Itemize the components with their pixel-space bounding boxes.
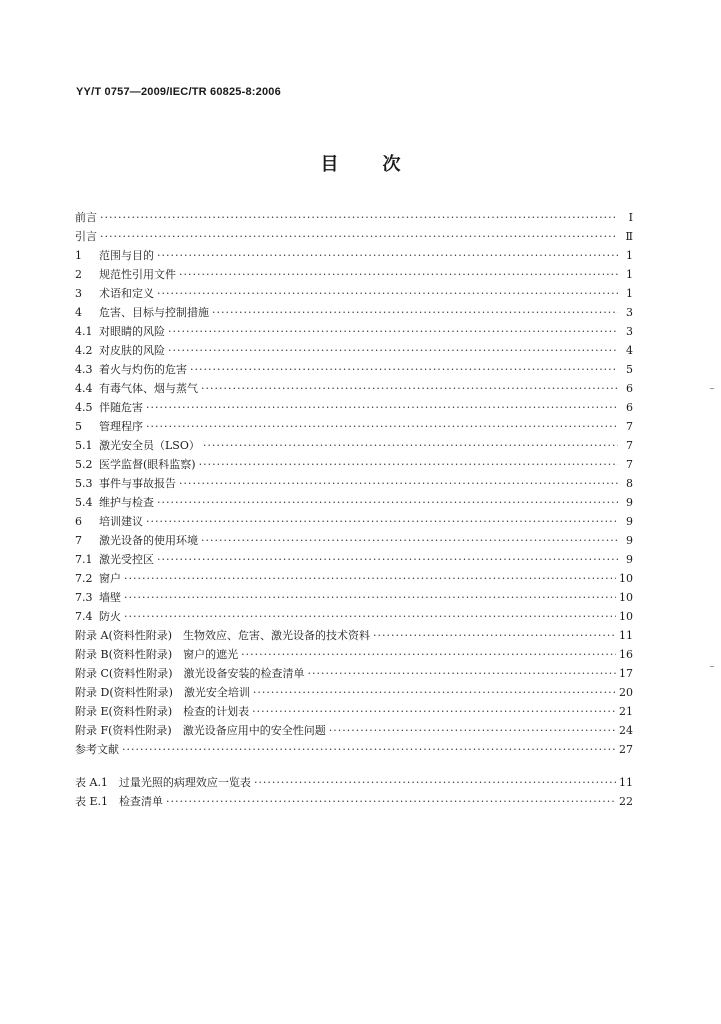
toc-entry-number: 4.4 — [75, 382, 93, 395]
toc-entry-label: 附录 F(资料性附录) 激光设备应用中的安全性问题 — [75, 724, 326, 737]
toc-entry[interactable] — [75, 792, 633, 811]
toc-entry-label: 前言 — [75, 211, 97, 224]
toc-entry-page: 3 — [626, 306, 633, 319]
toc-entry-number: 4 — [75, 306, 82, 319]
toc-entry-page: Ⅱ — [625, 230, 633, 243]
toc-entry-number: 5.1 — [75, 439, 93, 452]
toc-entry-number: 6 — [75, 515, 82, 528]
toc-entry-label: 管理程序 — [99, 420, 143, 433]
toc-entry-page: 11 — [619, 776, 633, 789]
toc-entry-label: 医学监督(眼科监察) — [99, 458, 196, 471]
toc-entry-page: 7 — [626, 420, 633, 433]
toc-entry[interactable] — [75, 284, 633, 303]
toc-leader-dots — [124, 569, 616, 588]
toc-entry-label: 表 A.1 过量光照的病理效应一览表 — [75, 776, 251, 789]
toc-entry-label: 防火 — [99, 610, 121, 623]
toc-entry-number: 2 — [75, 268, 82, 281]
toc-entry-page: 5 — [626, 363, 633, 376]
toc-leader-dots — [252, 702, 616, 721]
toc-entry-page: 1 — [626, 268, 633, 281]
toc-entry-page: 1 — [626, 249, 633, 262]
toc-entry-page: 10 — [619, 610, 633, 623]
toc-leader-dots — [146, 398, 618, 417]
toc-entry[interactable] — [75, 683, 633, 702]
toc-entry-number: 7.3 — [75, 591, 93, 604]
title-char-1: 目 — [320, 154, 339, 175]
toc-leader-dots — [168, 341, 618, 360]
toc-entry-page: 9 — [626, 534, 633, 547]
toc-leader-dots — [122, 740, 616, 759]
toc-entry-page: 10 — [619, 572, 633, 585]
toc-entry[interactable] — [75, 436, 633, 455]
toc-entry-label: 参考文献 — [75, 743, 119, 756]
toc-leader-dots — [124, 607, 616, 626]
toc-entry[interactable] — [75, 702, 633, 721]
toc-entry-label: 范围与目的 — [99, 249, 154, 262]
toc-entry-number: 3 — [75, 287, 82, 300]
toc-leader-dots — [203, 436, 618, 455]
toc-entry[interactable] — [75, 227, 633, 246]
document-header — [76, 86, 281, 98]
toc-entries — [75, 208, 633, 759]
toc-entry-label: 激光设备的使用环境 — [99, 534, 198, 547]
toc-entry-label: 附录 A(资料性附录) 生物效应、危害、激光设备的技术资料 — [75, 629, 371, 642]
table-list — [75, 773, 633, 811]
toc-leader-dots — [201, 379, 618, 398]
toc-entry[interactable] — [75, 303, 633, 322]
toc-entry-label: 附录 D(资料性附录) 激光安全培训 — [75, 686, 250, 699]
toc-entry[interactable] — [75, 265, 633, 284]
toc-entry-number: 7.1 — [75, 553, 93, 566]
toc-entry-number: 7.4 — [75, 610, 93, 623]
toc-entry[interactable] — [75, 773, 633, 792]
toc-entry[interactable] — [75, 455, 633, 474]
page-title — [0, 150, 721, 176]
toc-leader-dots — [157, 284, 618, 303]
toc-entry[interactable] — [75, 607, 633, 626]
toc-entry-page: 3 — [626, 325, 633, 338]
toc-leader-dots — [253, 683, 616, 702]
toc-leader-dots — [254, 773, 616, 792]
toc-leader-dots — [241, 645, 616, 664]
scan-mark — [710, 666, 714, 667]
toc-entry-label: 激光安全员（LSO） — [99, 439, 200, 452]
toc-entry[interactable] — [75, 645, 633, 664]
toc-entry-number: 4.1 — [75, 325, 93, 338]
toc-leader-dots — [166, 792, 616, 811]
toc-entry-label: 着火与灼伤的危害 — [99, 363, 187, 376]
toc-leader-dots — [329, 721, 616, 740]
toc-entry-label: 维护与检查 — [99, 496, 154, 509]
toc-entry-page: 27 — [619, 743, 633, 756]
toc-leader-dots — [179, 265, 618, 284]
toc-leader-dots — [201, 531, 618, 550]
toc-entry[interactable] — [75, 417, 633, 436]
toc-entry-number: 1 — [75, 249, 82, 262]
toc-entry-number: 5.3 — [75, 477, 93, 490]
toc-entry-label: 对眼睛的风险 — [99, 325, 165, 338]
toc-leader-dots — [168, 322, 618, 341]
toc-entry[interactable] — [75, 588, 633, 607]
toc-entry[interactable] — [75, 341, 633, 360]
toc-entry-label: 危害、目标与控制措施 — [99, 306, 209, 319]
scan-mark — [710, 388, 714, 389]
toc-leader-dots — [100, 227, 618, 246]
toc-entry-number: 7 — [75, 534, 82, 547]
toc-entry-page: 8 — [626, 477, 633, 490]
toc-leader-dots — [308, 664, 617, 683]
toc-leader-dots — [157, 493, 618, 512]
toc-leader-dots — [100, 208, 618, 227]
toc-leader-dots — [157, 246, 618, 265]
toc-entry-page: 11 — [619, 629, 633, 642]
toc-gap — [75, 759, 633, 773]
toc-entry-label: 墙壁 — [99, 591, 121, 604]
toc-entry-page: 24 — [619, 724, 633, 737]
toc-leader-dots — [373, 626, 616, 645]
toc-entry-page: 1 — [626, 287, 633, 300]
toc-entry[interactable] — [75, 512, 633, 531]
toc-entry-label: 培训建议 — [99, 515, 143, 528]
toc-entry-number: 7.2 — [75, 572, 93, 585]
toc-entry-number: 4.3 — [75, 363, 93, 376]
toc-entry-page: 17 — [619, 667, 633, 680]
toc-entry[interactable] — [75, 531, 633, 550]
toc-entry-page: 9 — [626, 515, 633, 528]
toc-leader-dots — [146, 512, 618, 531]
toc-entry[interactable] — [75, 550, 633, 569]
toc-entry[interactable] — [75, 493, 633, 512]
toc-leader-dots — [199, 455, 618, 474]
toc-entry-number: 5.4 — [75, 496, 93, 509]
toc-entry[interactable] — [75, 721, 633, 740]
toc-entry-page: Ⅰ — [628, 211, 633, 224]
toc-entry-page: 20 — [619, 686, 633, 699]
toc-entry[interactable] — [75, 398, 633, 417]
toc-entry[interactable] — [75, 740, 633, 759]
toc-entry-page: 22 — [619, 795, 633, 808]
toc-entry-page: 21 — [619, 705, 633, 718]
toc-entry-number: 5.2 — [75, 458, 93, 471]
toc-entry-label: 有毒气体、烟与蒸气 — [99, 382, 198, 395]
toc-entry-page: 4 — [626, 344, 633, 357]
title-char-2: 次 — [382, 154, 401, 175]
toc-entry-page: 9 — [626, 553, 633, 566]
toc-entry-label: 伴随危害 — [99, 401, 143, 414]
toc-leader-dots — [179, 474, 618, 493]
toc-entry-label: 附录 C(资料性附录) 激光设备安装的检查清单 — [75, 667, 305, 680]
toc-entry[interactable] — [75, 322, 633, 341]
toc-entry-page: 10 — [619, 591, 633, 604]
toc-leader-dots — [146, 417, 618, 436]
toc-entry[interactable] — [75, 360, 633, 379]
toc-entry-page: 7 — [626, 439, 633, 452]
toc-entry-label: 对皮肤的风险 — [99, 344, 165, 357]
toc-entry[interactable] — [75, 664, 633, 683]
toc-leader-dots — [212, 303, 618, 322]
toc-entry[interactable] — [75, 626, 633, 645]
toc-entry-label: 术语和定义 — [99, 287, 154, 300]
toc-entry[interactable] — [75, 379, 633, 398]
toc-entry-label: 引言 — [75, 230, 97, 243]
toc-entry-page: 16 — [619, 648, 633, 661]
toc-entry-page: 7 — [626, 458, 633, 471]
toc-entry-label: 表 E.1 检查清单 — [75, 795, 164, 808]
toc-entry-label: 事件与事故报告 — [99, 477, 176, 490]
toc-entry[interactable] — [75, 569, 633, 588]
toc-entry-page: 9 — [626, 496, 633, 509]
toc-entry[interactable] — [75, 208, 633, 227]
toc-leader-dots — [190, 360, 618, 379]
toc-leader-dots — [124, 588, 616, 607]
toc-entry-label: 附录 B(资料性附录) 窗户的遮光 — [75, 648, 239, 661]
toc-entry-label: 规范性引用文件 — [99, 268, 176, 281]
toc-entry-page: 6 — [626, 401, 633, 414]
toc-entry-label: 激光受控区 — [99, 553, 154, 566]
toc-entry[interactable] — [75, 474, 633, 493]
toc-entry-number: 5 — [75, 420, 82, 433]
toc-entry-label: 附录 E(资料性附录) 检查的计划表 — [75, 705, 250, 718]
table-of-contents — [75, 208, 633, 811]
toc-entry-number: 4.2 — [75, 344, 93, 357]
toc-entry-page: 6 — [626, 382, 633, 395]
toc-entry-number: 4.5 — [75, 401, 93, 414]
standard-number: YY/T 0757—2009/IEC/TR 60825-8:2006 — [76, 86, 281, 98]
toc-leader-dots — [157, 550, 618, 569]
toc-entry[interactable] — [75, 246, 633, 265]
toc-entry-label: 窗户 — [99, 572, 121, 585]
